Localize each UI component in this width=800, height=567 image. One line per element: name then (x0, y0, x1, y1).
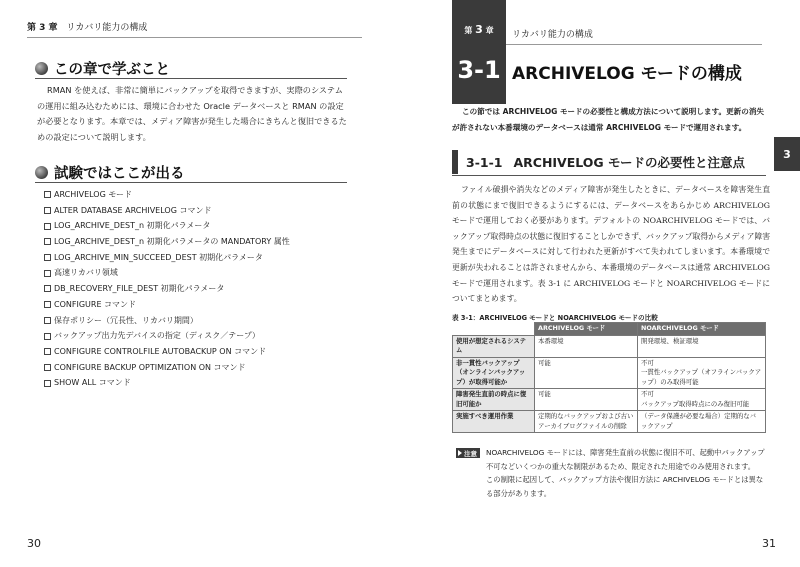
row-label: 使用が想定されるシステム (453, 335, 535, 357)
bullet-ball-icon (35, 166, 48, 179)
table-row (453, 357, 766, 389)
chapter-label: 第 3 章 (464, 23, 494, 36)
checkbox-icon (44, 380, 51, 387)
page-number: 31 (762, 537, 776, 550)
checkbox-icon (44, 333, 51, 340)
table-cell: （データ保護が必要な場合）定期的なバックアップ (638, 411, 766, 433)
list-item: SHOW ALL コマンド (44, 375, 290, 391)
table-row (453, 335, 766, 357)
table-row (453, 389, 766, 411)
list-item: CONFIGURE BACKUP OPTIMIZATION ON コマンド (44, 360, 290, 376)
exam-topics-list (44, 187, 290, 391)
chapter-block (452, 0, 506, 104)
note-line: NOARCHIVELOG モードには、障害発生直前の状態に復旧不可、起動中バックアップ不可などいくつかの重大な制限があるため、限定された用途でのみ使用されます。 (486, 448, 765, 471)
list-item: バックアップ出力先デバイスの指定（ディスク／テープ） (44, 328, 290, 344)
running-header (27, 20, 147, 33)
right-page (400, 0, 800, 567)
page-number: 30 (27, 537, 41, 550)
comparison-table (452, 322, 766, 433)
table-corner (453, 323, 535, 336)
checkbox-icon (44, 317, 51, 324)
chapter-title: リカバリ能力の構成 (512, 30, 593, 40)
section-heading-text: この章で学ぶこと (54, 62, 170, 78)
list-item: 高速リカバリ領域 (44, 265, 290, 281)
list-item: CONFIGURE CONTROLFILE AUTOBACKUP ON コマンド (44, 344, 290, 360)
section-heading-text: 試験ではここが出る (54, 166, 185, 182)
section-lead: この節では ARCHIVELOG モードの必要性と構成方法について説明します。更新の消失が許されない本番環境のデータベースは通常 ARCHIVELOG モードで運用されます。 (452, 107, 765, 132)
table-cell: 本番環境 (535, 335, 638, 357)
subsection-heading (452, 150, 766, 174)
chapter-label: 第 3 章 (27, 23, 58, 33)
checkbox-icon (44, 207, 51, 214)
subsection-title: ARCHIVELOG モードの必要性と注意点 (513, 155, 746, 170)
subsection-rule (452, 175, 766, 176)
triangle-icon (458, 450, 462, 456)
row-label: 実施すべき運用作業 (453, 411, 535, 433)
checkbox-icon (44, 223, 51, 230)
table-cell: 不可 一貫性バックアップ（オフラインバックアップ）のみ取得可能 (638, 357, 766, 389)
list-item: DB_RECOVERY_FILE_DEST 初期化パラメータ (44, 281, 290, 297)
checkbox-icon (44, 191, 51, 198)
table-header-row (453, 323, 766, 336)
table-cell: 定期的なバックアップおよび古いアーカイブログファイルの削除 (535, 411, 638, 433)
list-item: LOG_ARCHIVE_DEST_n 初期化パラメータ (44, 218, 290, 234)
bullet-ball-icon (35, 62, 48, 75)
column-header: ARCHIVELOG モード (535, 323, 638, 336)
header-divider (27, 37, 362, 38)
list-item: ALTER DATABASE ARCHIVELOG コマンド (44, 203, 290, 219)
table-row (453, 411, 766, 433)
note-line: この制限に起因して、バックアップ方法や復旧方法に ARCHIVELOG モードとは異なる部分があります。 (486, 475, 764, 498)
list-item: CONFIGURE コマンド (44, 297, 290, 313)
table-cell: 不可 バックアップ取得時点にのみ復旧可能 (638, 389, 766, 411)
table-cell: 可能 (535, 389, 638, 411)
section-heading-exam (35, 162, 185, 183)
header-divider (506, 44, 762, 45)
section-heading-learn (35, 58, 170, 79)
chapter-intro-paragraph: RMAN を使えば、非常に簡単にバックアップを取得できますが、実際のシステムの運用に組み込むためには、環境に合わせた Oracle データベースと RMAN の設定が必要となります。本章では、メディア障害が発生した場合にきちんと復旧できるための設定について説明します。 (37, 85, 347, 142)
checkbox-icon (44, 364, 51, 371)
table-cell: 開発環境、検証環境 (638, 335, 766, 357)
body-paragraph: ファイル破損や消失などのメディア障害が発生したときに、データベースを障害発生直前の状態にまで復旧できるようにするには、データベースをあらかじめ ARCHIVELOG モードで運用しておく必要があります。デフォルトの NOARCHIVELOG モードでは、バックアップ取得時点の状態に復旧することしかできず、バックアップ取得からメディア障害発生までにデータベースに対して行われた更新がすべて失われてしまいます。本番環境で更新が失われることは許されませんから、本番環境のデータベースは通常 ARCHIVELOG モードで運用されます。表 3-1 に ARCHIVELOG モードと NOARCHIVELOG モードについてまとめます。 (452, 185, 770, 304)
section-rule (35, 78, 347, 79)
table-caption: 表 3-1：ARCHIVELOG モードと NOARCHIVELOG モードの比較 (452, 314, 658, 322)
chapter-title: リカバリ能力の構成 (66, 23, 148, 33)
column-header: NOARCHIVELOG モード (638, 323, 766, 336)
row-label: 非一貫性バックアップ（オンラインバックアップ）が取得可能か (453, 357, 535, 389)
section-rule (35, 182, 347, 183)
section-title: ARCHIVELOG モードの構成 (512, 64, 742, 84)
list-item: ARCHIVELOG モード (44, 187, 290, 203)
checkbox-icon (44, 285, 51, 292)
checkbox-icon (44, 254, 51, 261)
checkbox-icon (44, 238, 51, 245)
row-label: 障害発生直前の時点に復旧可能か (453, 389, 535, 411)
list-item: 保存ポリシー（冗長性、リカバリ期間） (44, 313, 290, 329)
subsection-number: 3-1-1 (466, 154, 503, 170)
note-text (486, 446, 768, 500)
checkbox-icon (44, 348, 51, 355)
chapter-side-tab: 3 (774, 137, 800, 171)
checkbox-icon (44, 270, 51, 277)
list-item: LOG_ARCHIVE_MIN_SUCCEED_DEST 初期化パラメータ (44, 250, 290, 266)
table-cell: 可能 (535, 357, 638, 389)
section-number: 3-1 (457, 56, 501, 84)
list-item: LOG_ARCHIVE_DEST_n 初期化パラメータの MANDATORY 属性 (44, 234, 290, 250)
checkbox-icon (44, 301, 51, 308)
note-badge: 注意 (456, 448, 480, 458)
